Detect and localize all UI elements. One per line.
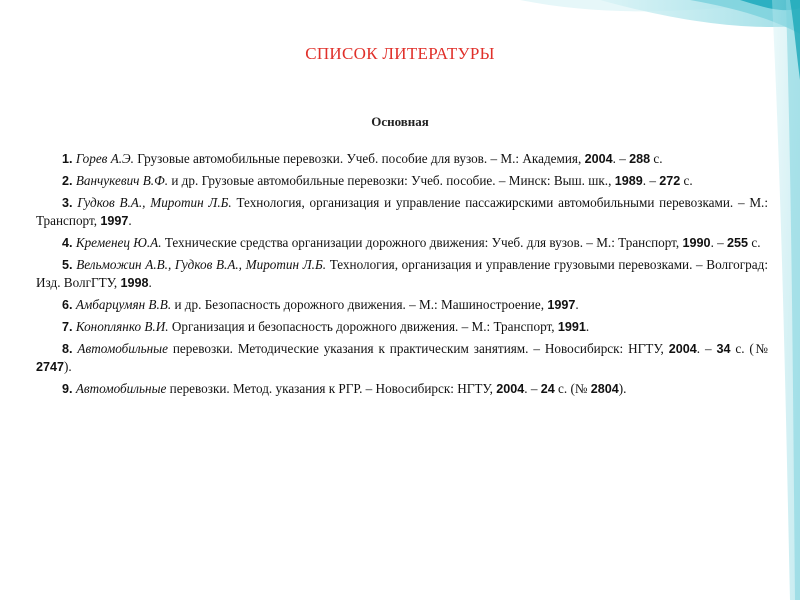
reference-author: Гудков В.А., Миротин Л.Б.: [77, 195, 232, 210]
reference-text: .: [585, 319, 590, 334]
reference-number-value: 34: [716, 342, 731, 356]
reference-number-value: 1998: [120, 276, 149, 290]
reference-number-value: 2004: [496, 382, 525, 396]
reference-item: [36, 234, 768, 252]
reference-number-value: 2747: [36, 360, 65, 374]
reference-text: .: [128, 213, 132, 228]
reference-list: [36, 150, 768, 402]
reference-number-value: 24: [540, 382, 555, 396]
reference-text: ).: [64, 359, 72, 374]
reference-author: Горев А.Э.: [75, 151, 134, 166]
section-heading: Основная: [371, 114, 429, 129]
reference-text: с.: [680, 173, 693, 188]
reference-item: [36, 256, 768, 292]
reference-number: 5.: [62, 258, 73, 272]
reference-item: [36, 172, 768, 190]
reference-author: Автомобильные: [77, 341, 168, 356]
slide-title: СПИСОК ЛИТЕРАТУРЫ: [305, 44, 495, 63]
reference-item: [36, 318, 768, 336]
reference-number: 9.: [62, 382, 73, 396]
reference-number: 3.: [62, 196, 73, 210]
reference-text: . –: [642, 173, 660, 188]
reference-number-value: 2004: [584, 152, 613, 166]
reference-text: .: [575, 297, 579, 312]
reference-author: Амбарцумян В.В.: [75, 297, 172, 312]
reference-number-value: 255: [727, 236, 749, 250]
reference-author: Коноплянко В.И.: [75, 319, 169, 334]
reference-text: Организация и безопасность дорожного движения. – М.: Транспорт,: [168, 319, 558, 334]
reference-text: с. (№: [730, 341, 769, 356]
reference-item: [36, 340, 768, 376]
reference-number-value: 1997: [547, 298, 576, 312]
reference-number-value: 272: [659, 174, 681, 188]
reference-number-value: 1991: [557, 320, 586, 334]
reference-text: Технология, организация и управление пассажирскими автомобильными перевозками. – М.: Транспорт,: [36, 195, 769, 228]
reference-number: 8.: [62, 342, 73, 356]
reference-item: [36, 194, 768, 230]
reference-number-value: 2804: [590, 382, 619, 396]
reference-author: Вельможин А.В., Гудков В.А., Миротин Л.Б.: [76, 257, 327, 272]
reference-text: перевозки. Метод. указания к РГР. – Новосибирск: НГТУ,: [166, 381, 497, 396]
reference-number-value: 2004: [668, 342, 697, 356]
reference-text: и др. Грузовые автомобильные перевозки: Учеб. пособие. – Минск: Выш. шк.,: [168, 173, 615, 188]
reference-author: Автомобильные: [75, 381, 167, 396]
reference-text: . –: [710, 235, 728, 250]
reference-author: Ванчукевич В.Ф.: [75, 173, 169, 188]
reference-text: Технология, организация и управление грузовыми перевозками. – Волгоград: Изд. ВолгГТУ,: [36, 257, 769, 290]
reference-item: [36, 150, 768, 168]
reference-number-value: 288: [629, 152, 651, 166]
reference-text: Технические средства организации дорожного движения: Учеб. для вузов. – М.: Транспорт,: [161, 235, 683, 250]
reference-number: 1.: [62, 152, 73, 166]
reference-number-value: 1997: [100, 214, 129, 228]
reference-number: 6.: [62, 298, 73, 312]
reference-number: 2.: [62, 174, 73, 188]
reference-number: 7.: [62, 320, 73, 334]
reference-number: 4.: [62, 236, 73, 250]
reference-number-value: 1989: [614, 174, 643, 188]
reference-author: Кременец Ю.А.: [75, 235, 162, 250]
reference-text: . –: [696, 341, 717, 356]
reference-text: перевозки. Методические указания к практическим занятиям. – Новосибирск: НГТУ,: [167, 341, 669, 356]
reference-text: .: [148, 275, 152, 290]
reference-text: ).: [618, 381, 627, 396]
reference-text: . –: [524, 381, 541, 396]
reference-text: Грузовые автомобильные перевозки. Учеб. пособие для вузов. – М.: Академия,: [133, 151, 585, 166]
reference-text: и др. Безопасность дорожного движения. – М.: Машиностроение,: [171, 297, 548, 312]
reference-item: [36, 296, 768, 314]
reference-text: с. (№: [554, 381, 591, 396]
reference-item: [36, 380, 768, 398]
reference-number-value: 1990: [682, 236, 711, 250]
reference-text: с.: [650, 151, 663, 166]
reference-text: с.: [748, 235, 761, 250]
reference-text: . –: [612, 151, 630, 166]
